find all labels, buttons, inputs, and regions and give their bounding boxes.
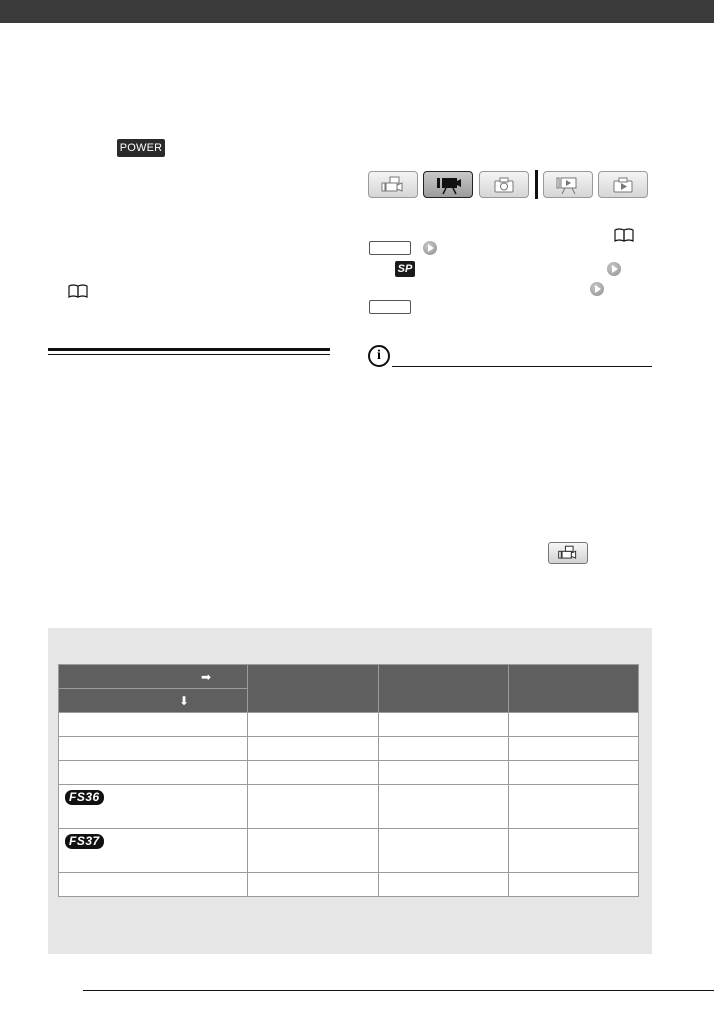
sp-mode-badge: SP [395,261,415,277]
model-badge-fs36: FS36 [65,790,104,805]
down-arrow-icon: ⬇ [178,693,189,708]
table-row [59,785,639,829]
table-cell [248,785,379,829]
movie-playback-mode-icon [554,175,582,195]
table-row [59,873,639,897]
power-button-label: POWER [117,139,165,157]
header-cell-col-3 [509,665,639,713]
mode-divider [535,170,538,199]
mode-tabs [368,171,648,198]
right-arrow-circle-icon [590,282,604,296]
dual-camera-mode-icon [557,545,579,561]
table-cell [59,785,248,829]
note-rule [392,366,652,367]
recording-time-table [58,664,639,897]
dual-camera-mode-key [548,542,588,564]
table-cell [248,713,379,737]
table-cell [509,829,639,873]
table-cell [59,761,248,785]
book-icon [68,284,88,298]
table-cell [379,737,509,761]
table-row [59,761,639,785]
right-arrow-circle-icon [607,262,621,276]
table-cell [59,713,248,737]
table-cell [509,737,639,761]
right-arrow-circle-icon [423,241,437,255]
table-cell [59,737,248,761]
section-rule-thick [48,348,330,351]
table-cell [509,873,639,897]
table-cell [248,873,379,897]
dual-camera-mode-icon [380,176,406,194]
table-cell [379,713,509,737]
photo-camera-mode-icon [492,176,516,194]
section-rule-thin [48,354,330,355]
table-cell [509,785,639,829]
table-cell [248,761,379,785]
tab-photo-camera-mode[interactable] [479,171,529,198]
tab-movie-playback-mode[interactable] [543,171,593,198]
info-icon: i [368,345,390,367]
table-header-row [59,665,639,689]
table-cell [379,873,509,897]
func-key[interactable] [369,300,411,314]
header-cell-mode [59,665,248,689]
header-cell-col-1 [248,665,379,713]
tab-photo-playback-mode[interactable] [598,171,648,198]
header-cell-memory [59,689,248,713]
photo-playback-mode-icon [611,176,635,194]
func-key[interactable] [369,241,411,255]
tab-dual-camera-mode[interactable] [368,171,418,198]
header-cell-col-2 [379,665,509,713]
footer-rule [83,990,714,991]
table-cell [379,761,509,785]
table-cell [248,737,379,761]
table-cell [59,829,248,873]
table-cell [509,713,639,737]
tab-movie-camera-mode[interactable] [423,171,473,198]
right-arrow-icon: ➡ [200,669,211,684]
table-cell [248,829,379,873]
table-cell [379,829,509,873]
book-icon [614,228,634,242]
table-row [59,829,639,873]
table-cell [509,761,639,785]
model-badge-fs37: FS37 [65,834,104,849]
table-row [59,737,639,761]
table-cell [379,785,509,829]
movie-camera-mode-icon [434,175,462,195]
table-row [59,713,639,737]
table-cell [59,873,248,897]
header-bar [0,0,714,23]
